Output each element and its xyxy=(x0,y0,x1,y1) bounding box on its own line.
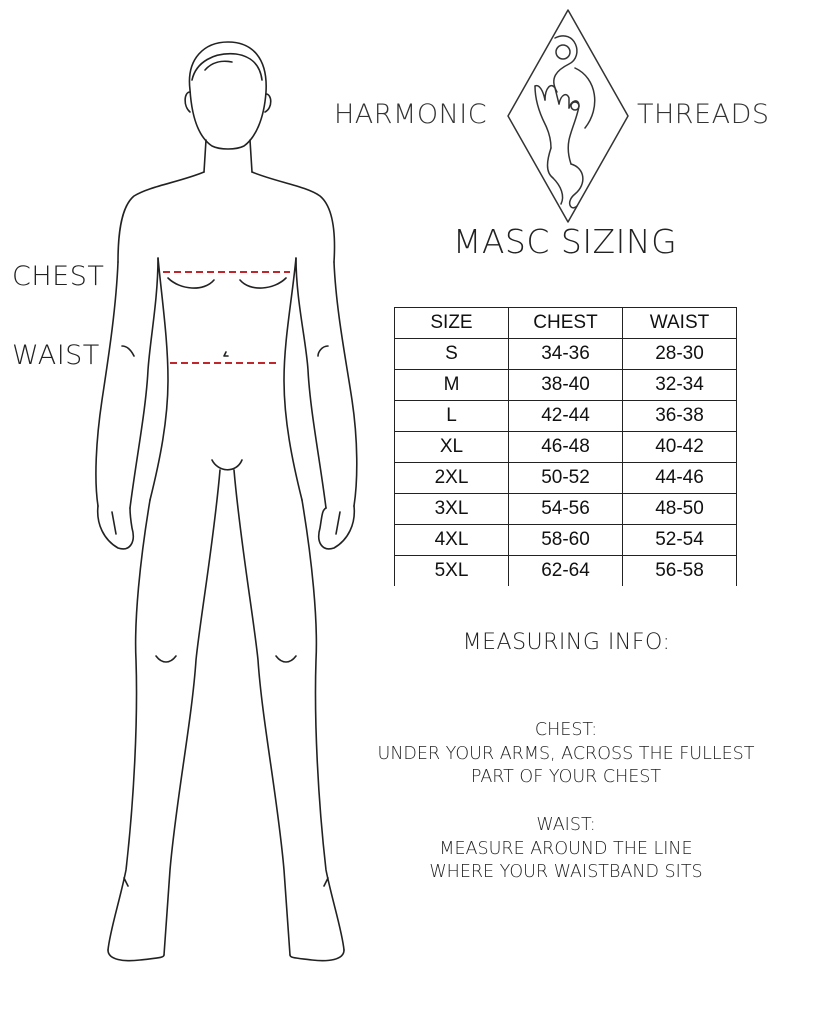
cell-chest: 38-40 xyxy=(509,370,623,401)
cell-size: S xyxy=(395,339,509,370)
cell-chest: 50-52 xyxy=(509,463,623,494)
cell-size: XL xyxy=(395,432,509,463)
body-figure-illustration xyxy=(0,0,360,1010)
chest-label: CHEST xyxy=(12,261,105,292)
cell-chest: 58-60 xyxy=(509,525,623,556)
table-row xyxy=(395,339,737,370)
cell-chest: 42-44 xyxy=(509,401,623,432)
size-chart-table xyxy=(394,307,737,586)
cell-waist: 36-38 xyxy=(623,401,737,432)
cell-chest: 46-48 xyxy=(509,432,623,463)
waist-info-title: WAIST: xyxy=(536,815,596,835)
cell-waist: 32-34 xyxy=(623,370,737,401)
table-row xyxy=(395,556,737,587)
cell-size: 2XL xyxy=(395,463,509,494)
brand-name-right: THREADS xyxy=(637,99,770,130)
table-row xyxy=(395,494,737,525)
waist-label: WAIST xyxy=(12,340,100,371)
cell-waist: 56-58 xyxy=(623,556,737,587)
table-row xyxy=(395,432,737,463)
header-size: SIZE xyxy=(395,308,509,339)
cell-chest: 34-36 xyxy=(509,339,623,370)
cell-size: 4XL xyxy=(395,525,509,556)
page-title: MASC SIZING xyxy=(452,222,678,261)
cell-waist: 28-30 xyxy=(623,339,737,370)
header-waist: WAIST xyxy=(623,308,737,339)
table-header-row xyxy=(395,308,737,339)
cell-chest: 62-64 xyxy=(509,556,623,587)
chest-info-line: UNDER YOUR ARMS, ACROSS THE FULLEST xyxy=(377,743,755,764)
cell-waist: 44-46 xyxy=(623,463,737,494)
cell-size: 3XL xyxy=(395,494,509,525)
table-row xyxy=(395,370,737,401)
header-chest: CHEST xyxy=(509,308,623,339)
table-row xyxy=(395,525,737,556)
measuring-info-heading: MEASURING INFO: xyxy=(462,630,671,655)
cell-waist: 52-54 xyxy=(623,525,737,556)
cell-size: 5XL xyxy=(395,556,509,587)
chest-info-block xyxy=(350,719,782,790)
cell-chest: 54-56 xyxy=(509,494,623,525)
waist-info-line: MEASURE AROUND THE LINE xyxy=(439,838,693,859)
table-row xyxy=(395,401,737,432)
cell-waist: 40-42 xyxy=(623,432,737,463)
chest-info-line: PART OF YOUR CHEST xyxy=(470,767,662,787)
waist-info-block xyxy=(350,814,782,885)
chest-info-title: CHEST: xyxy=(534,720,598,740)
cell-size: L xyxy=(395,401,509,432)
cell-waist: 48-50 xyxy=(623,494,737,525)
hand-with-thread-diamond-logo-icon xyxy=(505,8,631,226)
waist-info-line: WHERE YOUR WAISTBAND SITS xyxy=(429,862,703,882)
cell-size: M xyxy=(395,370,509,401)
brand-name-left: HARMONIC xyxy=(334,99,488,130)
table-row xyxy=(395,463,737,494)
